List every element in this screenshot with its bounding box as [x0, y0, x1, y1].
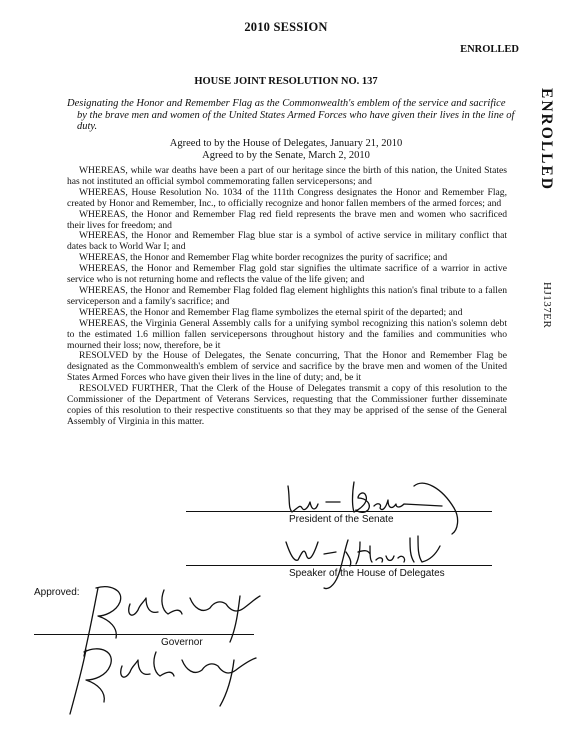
house-speaker-signature [284, 532, 454, 592]
paragraph: WHEREAS, the Honor and Remember Flag folded flag element highlights this nation's final tribute to a fallen serviceperson and a family's sacrifice; and [67, 284, 507, 307]
resolution-description: Designating the Honor and Remember Flag as the Commonwealth's emblem of the service and sacrifice by the brave men and women of the United States Armed Forces who have given their lives in the line of duty. [67, 98, 515, 132]
agreed-block [0, 138, 572, 161]
house-signature-line [186, 565, 492, 566]
side-bill-code: HJ137ER [541, 282, 553, 329]
governor-signature-line [34, 634, 254, 635]
enrolled-label: ENROLLED [460, 44, 519, 55]
paragraph: WHEREAS, House Resolution No. 1034 of the 111th Congress designates the Honor and Remember Flag, created by Honor and Remember, Inc., to officially recognize and honor fallen members of the armed forces; and [67, 186, 507, 209]
senate-signature-line [186, 511, 492, 512]
agreed-house: Agreed to by the House of Delegates, January 21, 2010 [169, 138, 403, 149]
governor-signature-2 [64, 640, 284, 720]
paragraph: WHEREAS, the Honor and Remember Flag red field represents the brave men and women who sacrificed their lives for freedom; and [67, 208, 507, 231]
paragraph: RESOLVED by the House of Delegates, the Senate concurring, That the Honor and Remember Flag be designated as the Commonwealth's emblem of service and sacrifice by the brave men and women of the United States Armed Forces who have given their lives in the line of duty; and, be it [67, 350, 507, 384]
senate-president-signature [282, 478, 472, 538]
house-signature-label: Speaker of the House of Delegates [289, 568, 445, 579]
paragraph: WHEREAS, the Honor and Remember Flag white border recognizes the purity of sacrifice; and [79, 252, 448, 264]
governor-signature-label: Governor [161, 637, 203, 648]
session-heading: 2010 SESSION [244, 20, 328, 34]
senate-signature-label: President of the Senate [289, 514, 394, 525]
paragraph: WHEREAS, while war deaths have been a part of our heritage since the birth of this nation, the United States has not instituted an official symbol commemorating fallen servicepersons; and [67, 165, 507, 187]
agreed-senate: Agreed to by the Senate, March 2, 2010 [202, 149, 370, 161]
paragraph: WHEREAS, the Honor and Remember Flag gold star signifies the ultimate sacrifice of a warrior in active service who is not returning home and reflects the value of the life given; and [67, 263, 507, 286]
paragraph: RESOLVED FURTHER, That the Clerk of the House of Delegates transmit a copy of this resolution to the Commissioner of the Department of Veterans Services, requesting that the Commissioner further disseminate copies of this resolution to their respective constituents so that they may be apprised of the sense of the General Assembly of Virginia in this matter. [67, 383, 507, 427]
resolution-body [67, 166, 507, 428]
paragraph: WHEREAS, the Virginia General Assembly calls for a unifying symbol recognizing this nation's solemn debt to the estimated 1.6 million fallen servicepersons throughout history and the families and communities who mourned their loss; now, therefore, be it [67, 317, 507, 351]
paragraph: WHEREAS, the Honor and Remember Flag blue star is a symbol of active service in military conflict that dates back to World War I; and [67, 230, 507, 253]
resolution-title: HOUSE JOINT RESOLUTION NO. 137 [194, 76, 378, 87]
approved-label: Approved: [34, 587, 80, 598]
paragraph: WHEREAS, the Honor and Remember Flag flame symbolizes the eternal spirit of the departed; and [79, 306, 463, 318]
side-enrolled-stamp: ENROLLED [538, 88, 555, 191]
